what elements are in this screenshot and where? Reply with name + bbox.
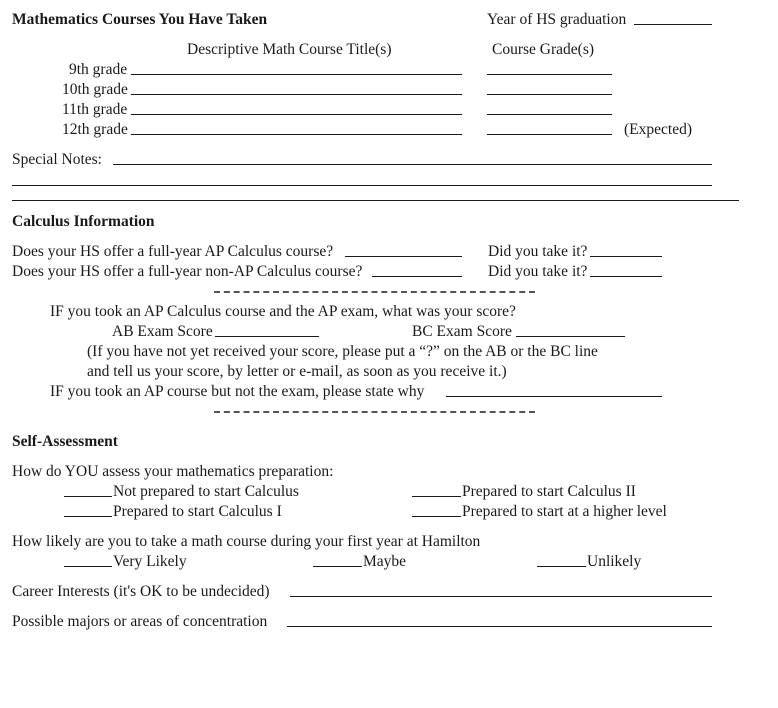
took-non-ap-label: Did you take it? bbox=[488, 263, 588, 280]
bc-score-label: BC Exam Score bbox=[412, 323, 512, 340]
no-exam-question: IF you took an AP course but not the exam, please state why bbox=[50, 383, 425, 400]
ap-score-question: IF you took an AP Calculus course and the AP exam, what was your score? bbox=[50, 303, 516, 320]
maybe-option: Maybe bbox=[363, 553, 407, 570]
likelihood-question: How likely are you to take a math course during your first year at Hamilton bbox=[12, 533, 481, 550]
majors-label: Possible majors or areas of concentration bbox=[12, 613, 268, 630]
dashed-divider bbox=[214, 291, 535, 293]
took-ap-field[interactable] bbox=[590, 256, 662, 257]
ap-calculus-offered-field[interactable] bbox=[345, 256, 462, 257]
grade-11-grade-field[interactable] bbox=[487, 114, 612, 115]
higher-level-checkbox-line[interactable] bbox=[412, 516, 461, 517]
not-prepared-checkbox-line[interactable] bbox=[64, 496, 112, 497]
grade-9-grade-field[interactable] bbox=[487, 74, 612, 75]
special-notes-label: Special Notes: bbox=[12, 151, 102, 168]
grade-11-course-field[interactable] bbox=[131, 114, 462, 115]
very-likely-option: Very Likely bbox=[113, 553, 187, 570]
graduation-year-label: Year of HS graduation bbox=[487, 11, 627, 28]
expected-note: (Expected) bbox=[624, 121, 692, 138]
non-ap-calculus-offered-field[interactable] bbox=[372, 276, 462, 277]
score-note-line-2: and tell us your score, by letter or e-mail, as soon as you receive it.) bbox=[87, 363, 507, 380]
very-likely-checkbox-line[interactable] bbox=[64, 566, 112, 567]
no-exam-reason-field[interactable] bbox=[446, 396, 662, 397]
course-grade-column-header: Course Grade(s) bbox=[492, 41, 595, 58]
non-ap-calculus-question: Does your HS offer a full-year non-AP Calculus course? bbox=[12, 263, 363, 280]
took-ap-label: Did you take it? bbox=[488, 243, 588, 260]
special-notes-field-2[interactable] bbox=[12, 185, 712, 186]
grade-10-label: 10th grade bbox=[62, 81, 128, 98]
calculus-one-checkbox-line[interactable] bbox=[64, 516, 112, 517]
unlikely-checkbox-line[interactable] bbox=[537, 566, 586, 567]
majors-field[interactable] bbox=[287, 626, 712, 627]
course-title-column-header: Descriptive Math Course Title(s) bbox=[187, 41, 392, 58]
grade-10-grade-field[interactable] bbox=[487, 94, 612, 95]
grade-12-grade-field[interactable] bbox=[487, 134, 612, 135]
calculus-two-checkbox-line[interactable] bbox=[412, 496, 461, 497]
ap-calculus-question: Does your HS offer a full-year AP Calculus course? bbox=[12, 243, 334, 260]
dashed-divider bbox=[214, 411, 535, 413]
higher-level-option: Prepared to start at a higher level bbox=[462, 503, 667, 520]
grade-12-label: 12th grade bbox=[62, 121, 128, 138]
not-prepared-option: Not prepared to start Calculus bbox=[113, 483, 299, 500]
special-notes-field-1[interactable] bbox=[113, 164, 712, 165]
grade-11-label: 11th grade bbox=[62, 101, 128, 118]
career-interests-label: Career Interests (it's OK to be undecided) bbox=[12, 583, 270, 600]
graduation-year-field[interactable] bbox=[634, 24, 712, 25]
grade-9-course-field[interactable] bbox=[131, 74, 462, 75]
grade-9-label: 9th grade bbox=[69, 61, 128, 78]
ab-score-field[interactable] bbox=[215, 336, 319, 337]
unlikely-option: Unlikely bbox=[587, 553, 642, 570]
grade-10-course-field[interactable] bbox=[131, 94, 462, 95]
section-divider bbox=[12, 200, 739, 201]
section-heading-self-assessment: Self-Assessment bbox=[12, 433, 118, 450]
bc-score-field[interactable] bbox=[516, 336, 625, 337]
section-heading-calculus: Calculus Information bbox=[12, 213, 155, 230]
score-note-line-1: (If you have not yet received your score, please put a “?” on the AB or the BC line bbox=[87, 343, 598, 360]
maybe-checkbox-line[interactable] bbox=[313, 566, 362, 567]
career-interests-field[interactable] bbox=[290, 596, 712, 597]
preparation-question: How do YOU assess your mathematics preparation: bbox=[12, 463, 334, 480]
took-non-ap-field[interactable] bbox=[590, 276, 662, 277]
grade-12-course-field[interactable] bbox=[131, 134, 462, 135]
ab-score-label: AB Exam Score bbox=[112, 323, 213, 340]
calculus-one-option: Prepared to start Calculus I bbox=[113, 503, 282, 520]
section-heading-math-courses: Mathematics Courses You Have Taken bbox=[12, 11, 268, 28]
calculus-two-option: Prepared to start Calculus II bbox=[462, 483, 636, 500]
